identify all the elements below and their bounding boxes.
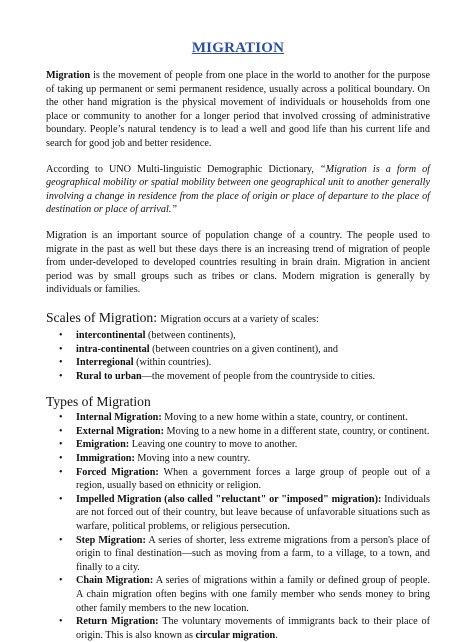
item-suffix: . [275,629,278,641]
intro-paragraph [46,69,430,151]
item-term: intercontinental [76,329,146,341]
types-heading: Types of Migration [46,394,151,410]
item-desc: A series of shorter, less extreme migrations from a person's place of origin to final destination—such as moving from a farm, to a village, to a town, and finally to a city. [76,534,431,573]
bullet-icon: • [59,453,63,465]
item-desc: A series of migrations within a family or defined group of people. A chain migration often begins with one family member who sends money to bring other family members to the new location. [76,575,430,614]
item-term: Forced Migration: [76,466,159,478]
definition-lead: According to UNO Multi-linguistic Demographic Dictionary, [46,163,320,175]
bullet-icon: • [59,412,63,424]
definition-paragraph [46,163,430,217]
list-item [59,329,430,343]
list-item [59,425,430,439]
bullet-icon: • [59,493,63,505]
list-item [59,615,430,642]
item-desc: (between continents), [145,329,236,341]
bullet-icon: • [59,425,63,437]
bullet-icon: • [59,534,63,546]
item-desc: Individuals are not forced out of their country, but leave because of unfavorable situations such as warfare, political problems, or religious persecution. [76,493,430,533]
intro-term: Migration [46,70,91,81]
item-desc: Moving to a new home in a different state, country, or continent. [164,425,430,437]
list-item [59,343,430,357]
item-term: Chain Migration: [76,575,154,587]
bullet-icon: • [59,439,63,451]
list-item [59,370,430,384]
list-item [59,438,430,452]
bullet-icon: • [59,343,63,355]
item-desc: (between countries on a given continent), and [149,343,338,355]
item-desc: Leaving one country to move to another. [129,439,298,451]
list-item [59,466,430,493]
bullet-icon: • [59,466,63,478]
list-item [59,574,430,615]
scales-heading-text: Scales of Migration: [46,309,161,325]
item-term: Rural to urban [76,370,142,382]
item-desc: The voluntary movements of immigrants back to their place of origin. This is also known as [76,616,430,641]
list-item [59,356,430,370]
item-desc: (within countries). [133,357,212,369]
scales-list [46,329,430,383]
item-term: Immigration: [76,453,135,465]
list-item [59,493,430,534]
item-desc: Moving to a new home within a state, country, or continent. [161,412,408,424]
types-list [46,411,430,642]
item-desc: When a government forces a large group of people out of a region, usually based on ethnicity or religion. [76,466,430,492]
bullet-icon: • [59,329,63,341]
definition-quote: “Migration is a form of geographical mobility or spatial mobility between one geographical unit to another generally involving a change in residence from the place of origin or place of departure to the place of destination or place of arrival.” [46,163,431,216]
page-title: MIGRATION [191,40,285,56]
importance-paragraph: Migration is an important source of population change of a country. The people used to migrate in the past as well but these days there is an increasing trend of migration of people from under-developed to developed countries resulting in brain drain. Migration in ancient period was by small groups such as tribes or clans. Modern migration is generally by individuals or families. [46,229,430,296]
item-term: Emigration: [76,439,130,451]
list-item [59,411,430,425]
item-term: Impelled Migration (also called "reluctant" or "imposed" migration): [76,493,382,505]
item-desc: Moving into a new country. [134,453,251,465]
circular-migration-term: circular migration [195,629,276,641]
scales-lead: Migration occurs at a variety of scales: [160,313,319,325]
item-term: Interregional [76,357,134,369]
bullet-icon: • [59,616,63,628]
intro-text: is the movement of people from one place in the world to another for the purpose of taking up permanent or semi permanent residence, usually across a political boundary. On the other hand migration is the physical movement of individuals or households from one place or community to another for a longer period that involved crossing of administrative boundary. People’s natural tendency is to lead a well and good life than his current life and search for good job and better residence. [46,70,430,149]
bullet-icon: • [59,370,63,382]
item-term: Internal Migration: [76,412,162,424]
item-desc: —the movement of people from the countryside to cities. [141,370,376,382]
bullet-icon: • [59,575,63,587]
list-item [59,534,431,575]
scales-heading [46,309,430,328]
item-term: intra-continental [76,343,150,355]
item-term: External Migration: [76,425,164,437]
list-item [59,452,430,466]
bullet-icon: • [59,357,63,369]
item-term: Step Migration: [76,534,146,546]
item-term: Return Migration: [76,616,159,628]
